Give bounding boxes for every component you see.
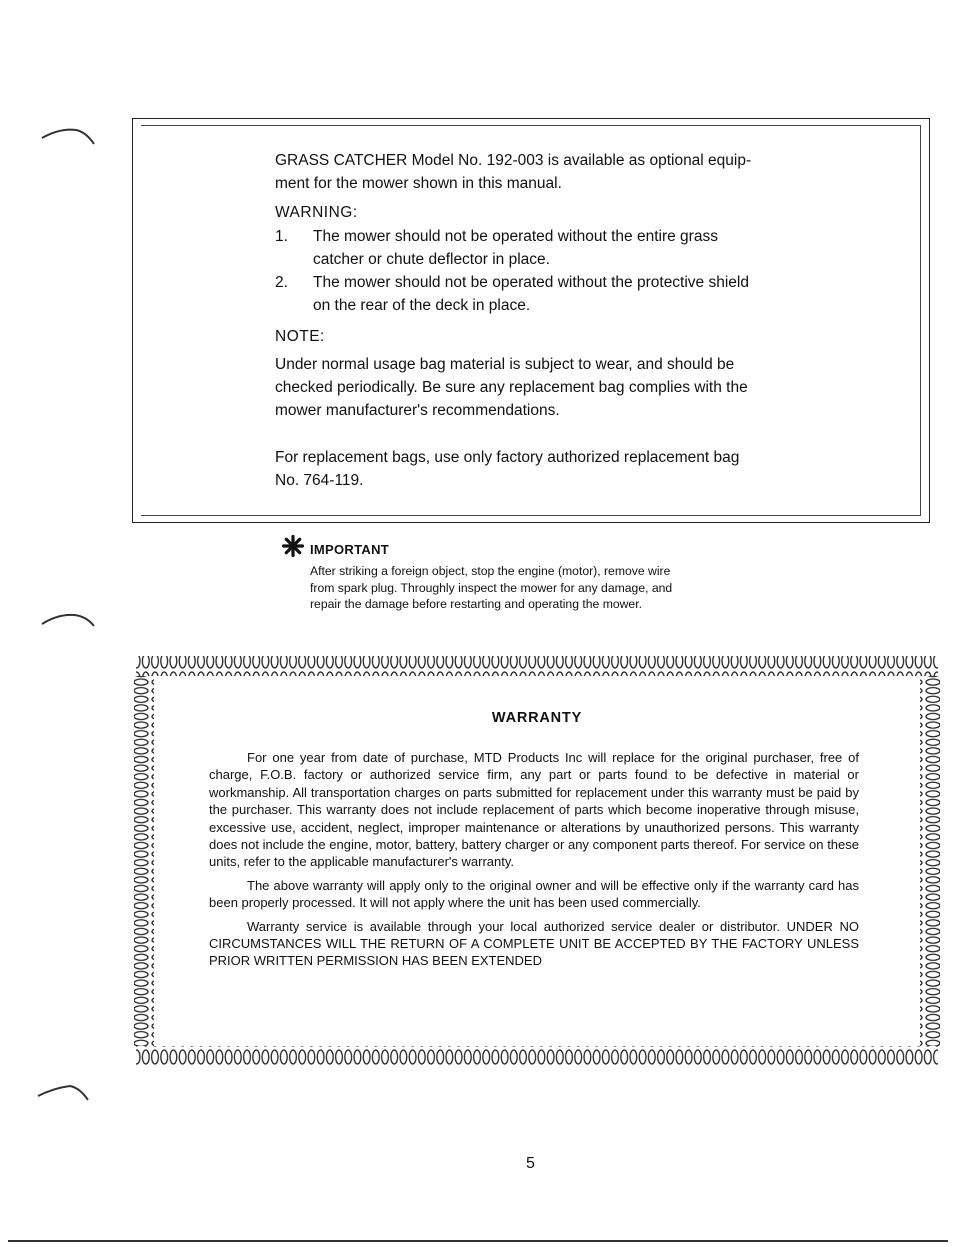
warranty-paragraph: Warranty service is available through your local authorized service dealer or distributor. UNDER NO CIRCUMSTANCES WILL THE RETURN OF A COMPLETE UNIT BE ACCEPTED BY THE FACTORY UNLESS PRIOR WRITTEN PERMISSION HAS BEEN EXTENDED	[209, 918, 859, 969]
note-line: Under normal usage bag material is subject to wear, and should be	[275, 356, 735, 373]
warranty-title: WARRANTY	[491, 710, 583, 726]
page-number: 5	[526, 1155, 535, 1172]
important-text	[310, 563, 760, 613]
asterisk-star-icon	[282, 535, 304, 557]
warranty-body	[209, 749, 859, 970]
important-line: repair the damage before restarting and operating the mower.	[310, 597, 642, 611]
scan-mark-top	[40, 124, 96, 148]
scan-mark-middle	[40, 606, 96, 630]
warning-list	[275, 225, 795, 317]
note-line: mower manufacturer's recommendations.	[275, 402, 560, 419]
scan-mark-bottom	[36, 1080, 92, 1104]
warranty-paragraph: The above warranty will apply only to the original owner and will be effective only if the warranty card has been properly processed. It will not apply where the unit has been used commercially.	[209, 877, 859, 911]
important-line: After striking a foreign object, stop the engine (motor), remove wire	[310, 564, 671, 578]
bottom-rule	[8, 1240, 948, 1242]
warning-item-line-1: The mower should not be operated without the protective shield	[313, 274, 749, 291]
warning-item-number: 1.	[275, 228, 288, 245]
grass-catcher-notice-box	[132, 118, 930, 523]
warranty-box	[132, 652, 942, 1070]
warning-item	[275, 271, 795, 317]
note-heading: NOTE:	[275, 328, 325, 345]
warning-item	[275, 225, 795, 271]
warning-item-line-2: catcher or chute deflector in place.	[313, 251, 550, 268]
warranty-paragraph: For one year from date of purchase, MTD Products Inc will replace for the original purchaser, free of charge, F.O.B. factory or authorized service firm, any part or parts found to be defective in material or workmanship. All transportation charges on parts submitted for replacement under this warranty must be paid by the purchaser. This warranty does not include replacement of parts which become inoperative through misuse, excessive use, accident, neglect, improper maintenance or alterations by unauthorized persons. This warranty does not include the engine, motor, battery, battery charger or any component parts thereof. For service on these units, refer to the applicable manufacturer's warranty.	[209, 750, 859, 870]
warning-item-line-1: The mower should not be operated without the entire grass	[313, 228, 718, 245]
replacement-line: No. 764-119.	[275, 472, 364, 489]
notice-content	[275, 149, 795, 492]
note-line: checked periodically. Be sure any replacement bag complies with the	[275, 379, 748, 396]
warning-item-number: 2.	[275, 274, 288, 291]
notice-intro-line-1: GRASS CATCHER Model No. 192-003 is available as optional equip-	[275, 152, 752, 169]
warning-item-line-2: on the rear of the deck in place.	[313, 297, 531, 314]
important-line: from spark plug. Throughly inspect the mower for any damage, and	[310, 580, 673, 595]
replacement-line: For replacement bags, use only factory authorized replacement bag	[275, 449, 740, 466]
notice-intro-line-2: ment for the mower shown in this manual.	[275, 175, 562, 192]
important-title: IMPORTANT	[310, 542, 390, 557]
warning-heading: WARNING:	[275, 204, 358, 221]
